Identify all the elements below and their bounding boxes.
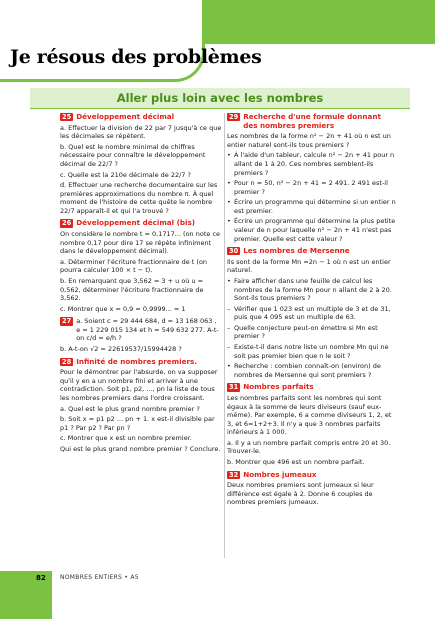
list-item: – Vérifier que 1 023 est un multiple de 3 et de 31, puis que 4 095 est un multiple de 63. (227, 304, 391, 322)
exercise-number: 31 (229, 383, 239, 392)
exercise-title: Nombres parfaits (243, 382, 314, 392)
exercise-32 (227, 471, 397, 507)
question-a: a. Soient c = 29 444 684, d = 13 168 063 , e = 1 229 015 134 et h = 549 632 277. A-t-on c/d = e/h ? (76, 317, 219, 343)
list-item: • Écrire un programme qui détermine la plus petite valeur de n pour laquelle n² − 2n + 41 n'est pas premier. Quelle est cette valeur ? (227, 217, 396, 243)
header-curve-frame (0, 0, 205, 82)
exercise-29 (227, 113, 397, 243)
list-item: • À l'aide d'un tableur, calcule n² − 2n + 41 pour n allant de 1 à 20. Ces nombres semblent-ils premiers ? (227, 151, 395, 177)
exercise-intro: On considère le nombre t = 0,1717... (on note ce nombre 0,17 pour dire 17 se répète infiniment dans le développement décimal). (60, 230, 221, 256)
page-number: 82 (36, 574, 46, 582)
question-a: a. Il y a un nombre parfait compris entre 20 et 30. Trouver-le. (227, 438, 391, 456)
question-b: b. En remarquant que 3,562 = 3 + u où u = 0,562, déterminer l'écriture fractionnaire de 3,562. (60, 276, 204, 303)
exercise-25 (60, 113, 222, 215)
exercise-intro: Les nombres parfaits sont les nombres qui sont égaux à la somme de leurs diviseurs (sauf eux-même). Par exemple, 6 a comme diviseurs 1, 2, et 3, et 6=1+2+3. Il n'y a que 3 nombres parfaits inférieurs à 1 000. (227, 394, 392, 437)
question-d: d. Effectuer une recherche documentaire sur les premières approximations du nombre π. À quel moment de l'histoire de cette quête le nombre 22/7 apparaît-il et qui l'a trouvé ? (60, 181, 218, 215)
bullet-list (227, 277, 397, 379)
exercise-number: 32 (229, 470, 239, 479)
exercise-26 (60, 219, 222, 313)
list-item: • Écrire un programme qui détermine si un entier n est premier. (227, 198, 396, 215)
list-item: – Existe-t-il dans notre liste un nombre Mn qui ne soit pas premier bien que n le soit ? (227, 343, 389, 360)
exercise-title: Nombres jumeaux (243, 469, 317, 479)
right-column (227, 113, 397, 511)
list-item: • Recherche : combien connaît-on (environ) de nombres de Mersenne qui sont premiers ? (227, 362, 381, 379)
conclusion: Qui est le plus grand nombre premier ? Conclure. (60, 444, 221, 453)
question-c: c. Montrer que x est un nombre premier. (60, 434, 192, 443)
question-b: b. Soit x = p1 p2 ... pn + 1. x est-il divisible par p1 ? Par p2 ? Par pn ? (60, 415, 215, 432)
section-underline (30, 108, 410, 109)
exercise-30 (227, 247, 397, 379)
exercise-title: Recherche d'une formule donnant des nombres premiers (243, 112, 381, 130)
question-a: a. Effectuer la division de 22 par 7 jusqu'à ce que les décimales se répètent. (60, 123, 222, 141)
question-a: a. Quel est le plus grand nombre premier ? (60, 404, 200, 413)
question-a: a. Déterminer l'écriture fractionnaire de t (on pourra calculer 100 × t − t). (60, 257, 208, 275)
question-b: b. A-t-on √2 = 22619537/15994428 ? (60, 345, 182, 353)
exercise-31 (227, 383, 397, 466)
column-divider (224, 113, 225, 558)
exercise-number: 28 (62, 357, 72, 366)
left-column (60, 113, 222, 457)
exercise-27 (60, 317, 222, 353)
exercise-title: Développement décimal (bis) (76, 218, 196, 228)
question-b: b. Montrer que 496 est un nombre parfait. (227, 458, 365, 467)
exercise-intro: Deux nombres premiers sont jumeaux si leur différence est égale à 2. Donne 6 couples de nombres premiers jumeaux. (227, 481, 374, 507)
list-item: – Quelle conjecture peut-on émettre si Mn est premier ? (227, 323, 378, 341)
question-b: b. Quel est le nombre minimal de chiffres nécessaire pour connaître le développement décimal de 22/7 ? (60, 142, 206, 168)
exercise-title: Développement décimal (76, 112, 175, 121)
exercise-number: 30 (229, 247, 239, 256)
exercise-title: Les nombres de Mersenne (243, 246, 350, 256)
exercise-intro: Ils sont de la forme Mn =2n − 1 où n est un entier naturel. (227, 257, 391, 275)
exercise-number: 25 (62, 113, 72, 121)
exercise-number: 27 (62, 317, 72, 326)
exercise-intro: Les nombres de la forme n² − 2n + 41 où n est un entier naturel sont-ils tous premiers ? (227, 132, 391, 149)
bullet-list (227, 151, 397, 243)
exercise-28 (60, 358, 222, 454)
exercise-title: Infinité de nombres premiers. (76, 356, 198, 366)
footer-chapter: NOMBRES ENTIERS • A5 (60, 574, 139, 581)
exercise-number: 26 (62, 219, 72, 228)
exercise-intro: Pour le démontrer par l'absurde, on va supposer qu'il y en a un nombre fini et arriver à une contradiction. Soit p1, p2, ..., pn la liste de tous les nombres premiers dans l'ordre croissant. (60, 368, 218, 402)
header-green-bar (188, 0, 435, 44)
list-item: • Faire afficher dans une feuille de calcul les nombres de la forme Mn pour n allant de 2 à 20. Sont-ils tous premiers ? (227, 277, 392, 303)
exercise-number: 29 (229, 113, 239, 121)
section-title: Aller plus loin avec les nombres (116, 91, 324, 105)
page-title: Je résous des problèmes (10, 46, 262, 68)
question-c: c. Montrer que x = 0,9 = 0,9999... = 1 (60, 304, 186, 313)
list-item: • Pour n = 50, n² − 2n + 41 = 2 491. 2 491 est-il premier ? (227, 179, 388, 196)
question-c: c. Quelle est la 210e décimale de 22/7 ? (60, 170, 191, 179)
